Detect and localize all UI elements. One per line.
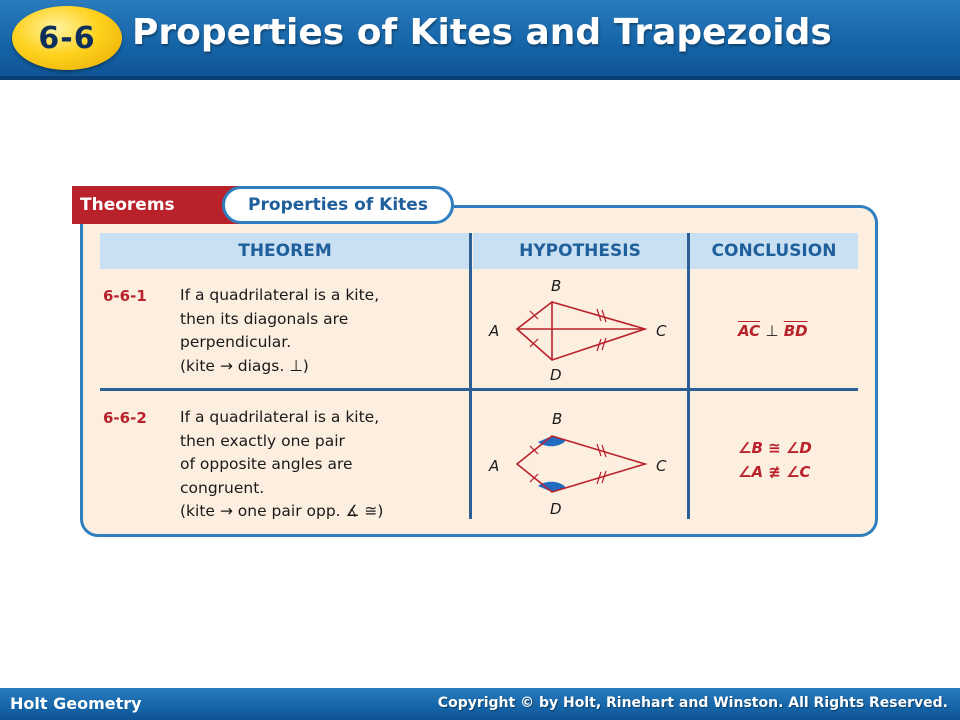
column-divider <box>469 233 472 519</box>
copyright-notice: Copyright © by Holt, Rinehart and Winston. All Rights Reserved. <box>437 695 948 711</box>
row-divider <box>100 388 858 391</box>
vertex-label-c: C <box>656 457 667 475</box>
theorem-shorthand: (kite → diags. ⊥) <box>180 356 309 375</box>
theorem-shorthand: (kite → one pair opp. ∡ ≅) <box>180 502 384 520</box>
kite-diagram-angles <box>480 404 680 520</box>
slide-title: Properties of Kites and Trapezoids <box>132 12 832 53</box>
publisher-label: Holt Geometry <box>10 694 142 713</box>
lesson-badge <box>12 6 122 70</box>
column-header-theorem: THEOREM <box>100 233 470 269</box>
theorems-tab: Theorems <box>72 186 242 224</box>
vertex-label-a: A <box>489 457 500 475</box>
vertex-label-b: B <box>552 410 563 428</box>
vertex-label-c: C <box>656 322 667 340</box>
column-divider <box>687 233 690 519</box>
column-header-hypothesis: HYPOTHESIS <box>473 233 687 269</box>
kite-outline <box>517 436 645 492</box>
congruence-tick <box>602 338 606 350</box>
slide-footer <box>0 688 960 720</box>
lesson-number: 6-6 <box>38 20 96 56</box>
theorem-statement: If a quadrilateral is a kite, then its diagonals are perpendicular. (kite → diags. ⊥) <box>180 284 379 378</box>
vertex-label-d: D <box>550 366 562 384</box>
conclusion-perpendicular: $\overline{AC}$ ⊥ $\overline{BD}$ <box>738 322 808 340</box>
theorem-statement: If a quadrilateral is a kite, then exactly one pair of opposite angles are congruent. (kite → one pair opp. ∡ ≅) <box>180 406 383 524</box>
conclusion-angles: ∠B ≅ ∠D ∠A ≇ ∠C <box>738 439 812 481</box>
kite-diagram-diagonals <box>480 272 680 388</box>
column-header-conclusion: CONCLUSION <box>690 233 858 269</box>
header-stripe <box>0 76 960 80</box>
vertex-label-b: B <box>551 277 562 295</box>
theorem-number: 6-6-2 <box>103 409 147 427</box>
vertex-label-a: A <box>489 322 500 340</box>
theorem-number: 6-6-1 <box>103 287 147 305</box>
vertex-label-d: D <box>550 500 562 518</box>
properties-of-kites-tab: Properties of Kites <box>222 186 454 224</box>
kite-outline <box>517 302 645 360</box>
